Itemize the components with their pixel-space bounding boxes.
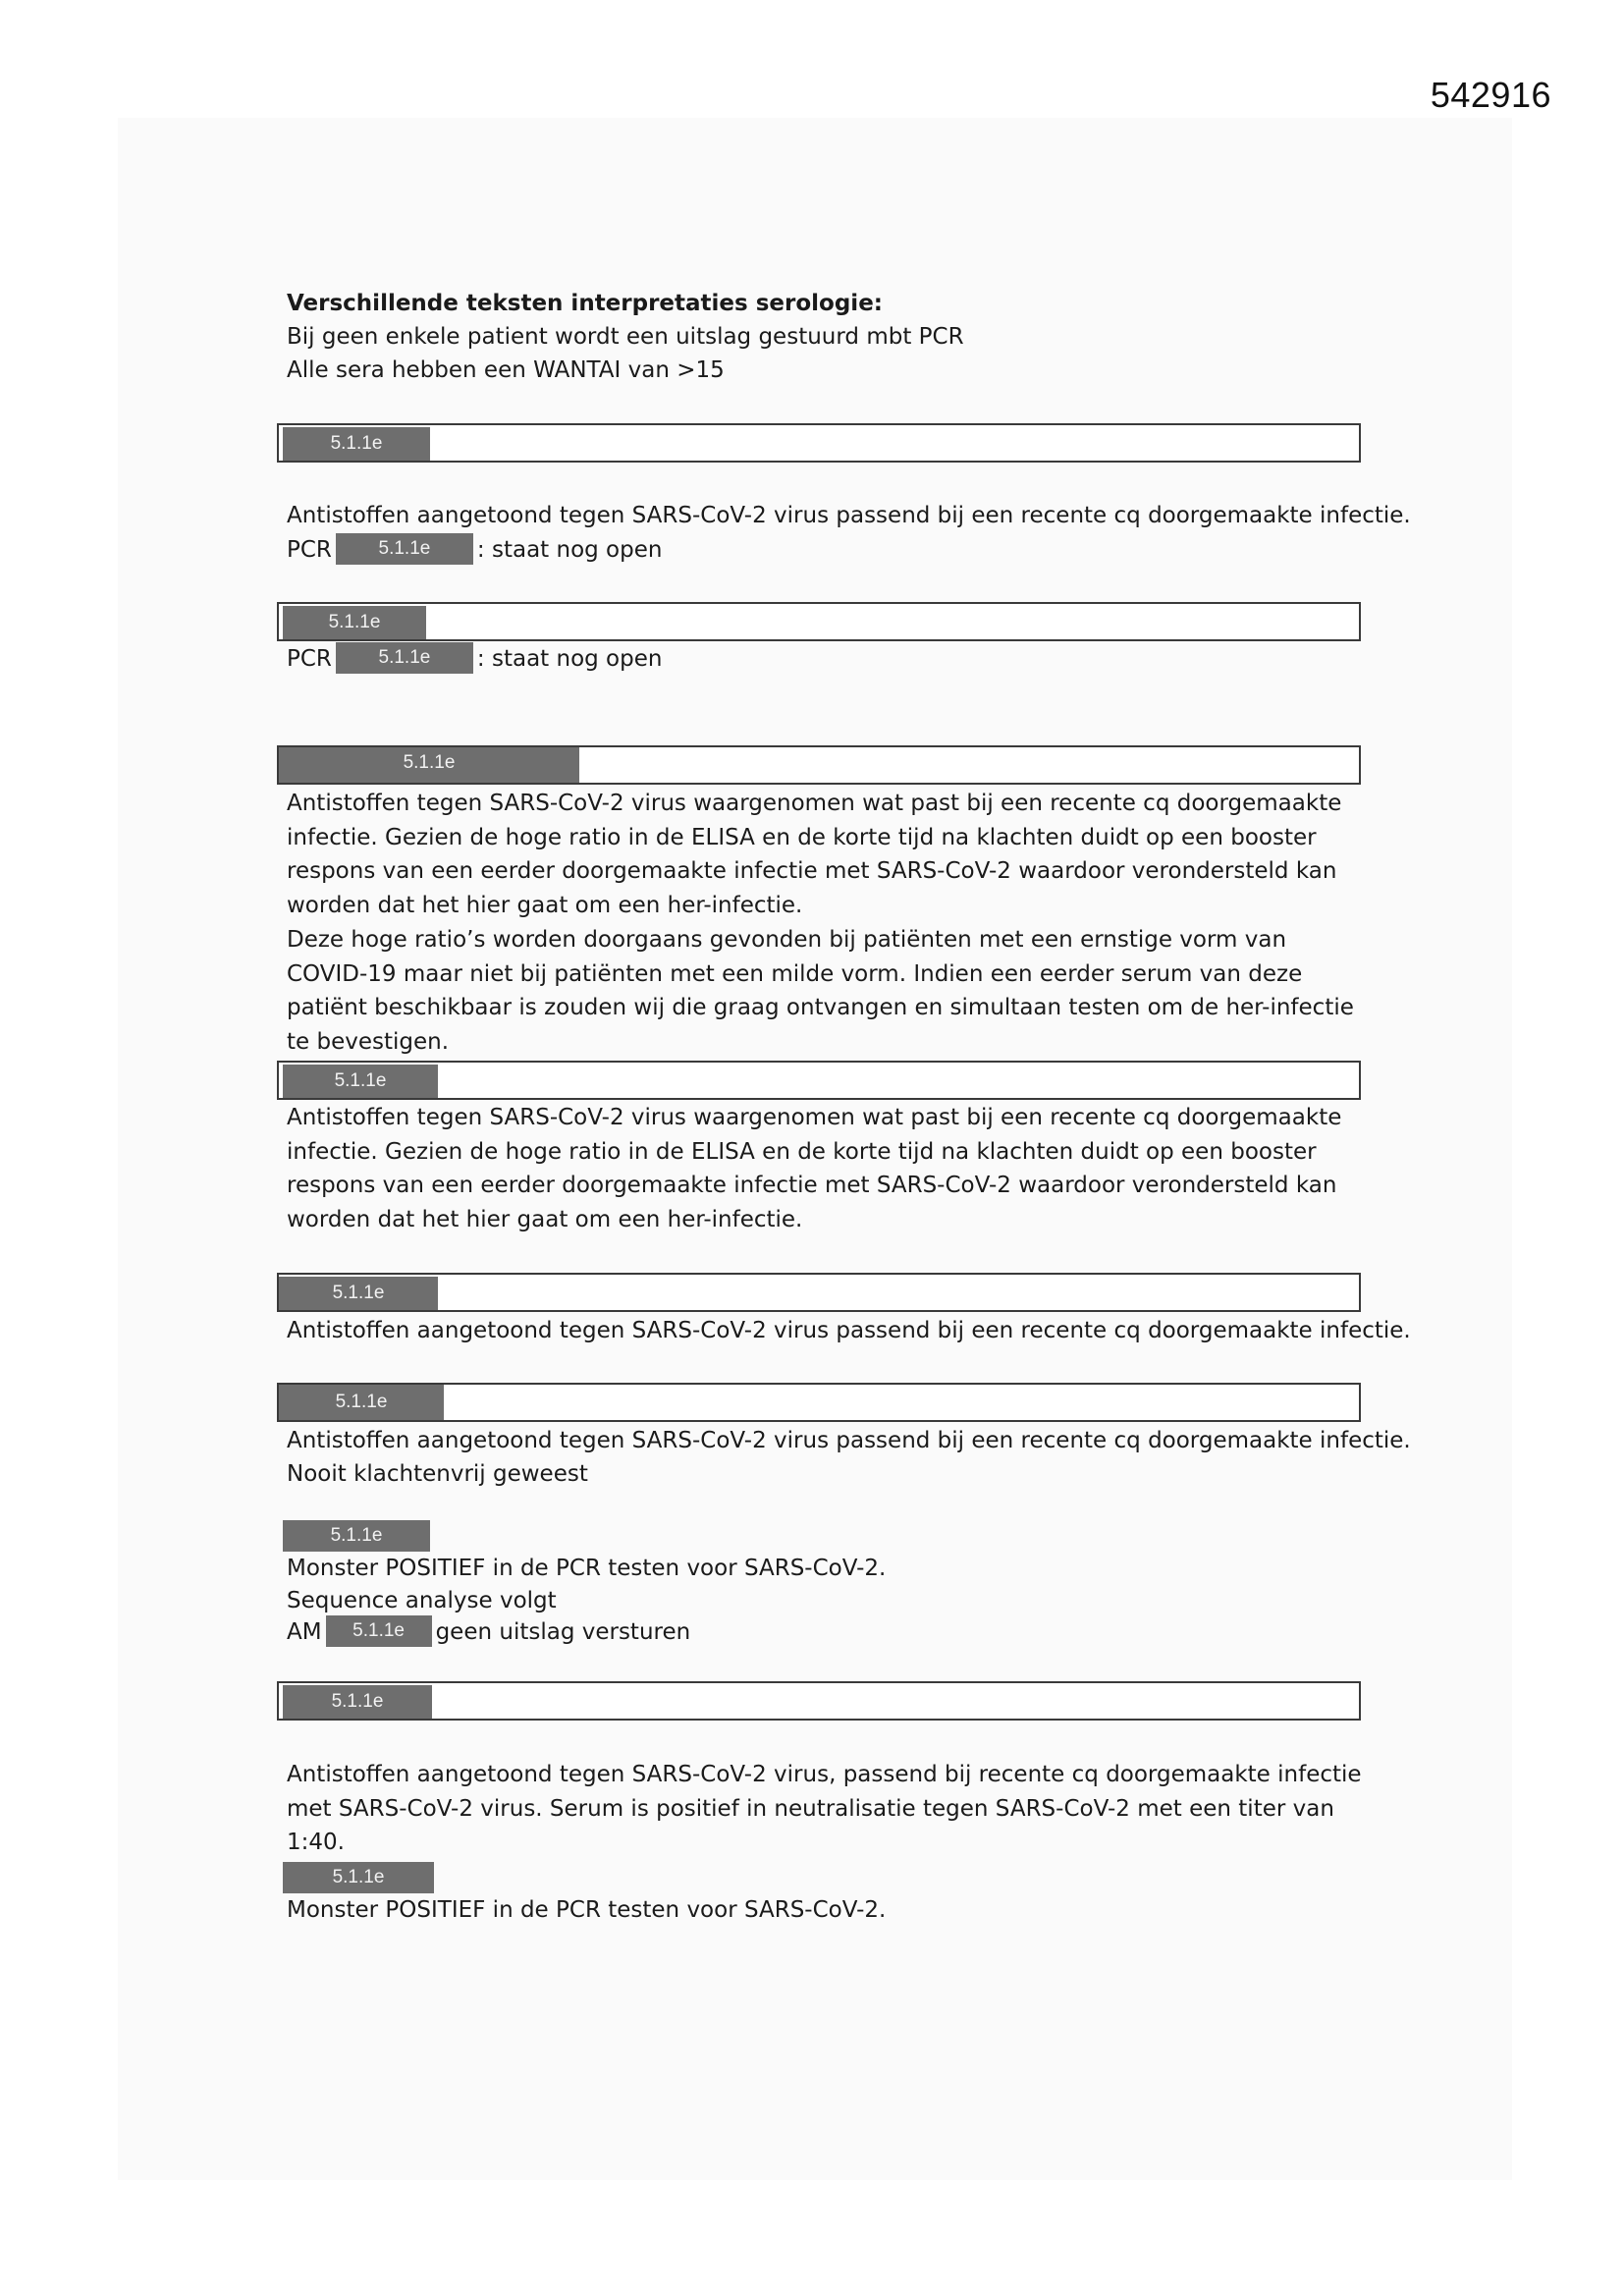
redacted-header-box <box>277 423 1361 463</box>
redaction-label: 5.1.1e <box>279 1385 444 1420</box>
block9-text: Monster POSITIEF in de PCR testen voor SARS-CoV-2. <box>287 1897 887 1923</box>
redacted-header-box <box>277 745 1361 785</box>
block2-pcr-line <box>287 642 662 677</box>
header-line-1: Bij geen enkele patient wordt een uitslag gestuurd mbt PCR <box>287 324 964 350</box>
pcr-prefix: PCR <box>287 537 332 563</box>
block7-line-1: Monster POSITIEF in de PCR testen voor SARS-CoV-2. <box>287 1556 887 1581</box>
redaction-label: 5.1.1e <box>283 1520 430 1552</box>
redacted-header-box <box>277 1061 1361 1100</box>
pcr-suffix: : staat nog open <box>476 646 663 672</box>
redaction-label: 5.1.1e <box>336 533 473 565</box>
block6-line-2: Nooit klachtenvrij geweest <box>287 1461 588 1487</box>
am-suffix: geen uitslag versturen <box>435 1619 691 1645</box>
header-line-2: Alle sera hebben een WANTAI van >15 <box>287 357 725 383</box>
block1-text: Antistoffen aangetoond tegen SARS-CoV-2 virus passend bij een recente cq doorgemaakte infectie. <box>287 503 1411 528</box>
am-prefix: AM <box>287 1619 322 1645</box>
redaction-label: 5.1.1e <box>283 1685 432 1719</box>
block7-am-line <box>287 1615 690 1650</box>
redaction-label: 5.1.1e <box>283 427 430 461</box>
redacted-header-box <box>277 1273 1361 1312</box>
block3-text: Antistoffen tegen SARS-CoV-2 virus waargenomen wat past bij een recente cq doorgemaakte infectie. Gezien de hoge ratio in de ELISA en de korte tijd na klachten duidt op een booster respons van een eerder doorgemaakte infectie met SARS-CoV-2 waardoor verondersteld kan worden dat het hier gaat om een her-infectie. <box>287 791 1342 918</box>
redacted-header-box <box>277 1383 1361 1422</box>
block8-text: Antistoffen aangetoond tegen SARS-CoV-2 virus, passend bij recente cq doorgemaakte infectie met SARS-CoV-2 virus. Serum is positief in neutralisatie tegen SARS-CoV-2 met een titer van 1:40. <box>287 1762 1362 1855</box>
block6-text: Antistoffen aangetoond tegen SARS-CoV-2 virus passend bij een recente cq doorgemaakte infectie. <box>287 1428 1411 1453</box>
redacted-header-box <box>277 1681 1361 1721</box>
redaction-label: 5.1.1e <box>279 747 579 783</box>
redaction-label: 5.1.1e <box>326 1615 432 1647</box>
redaction-label: 5.1.1e <box>336 642 473 674</box>
pcr-suffix: : staat nog open <box>476 537 663 563</box>
block3-text-2: Deze hoge ratio’s worden doorgaans gevonden bij patiënten met een ernstige vorm van COVID-19 maar niet bij patiënten met een milde vorm. Indien een eerder serum van deze patiënt beschikbaar is zouden wij die graag ontvangen en simultaan testen om de her-infectie te bevestigen. <box>287 927 1354 1055</box>
redaction-label: 5.1.1e <box>279 1277 438 1310</box>
redacted-header-box <box>277 602 1361 641</box>
redaction-label: 5.1.1e <box>283 1065 438 1098</box>
document-title: Verschillende teksten interpretaties serologie: <box>287 291 883 316</box>
redaction-label: 5.1.1e <box>283 606 426 639</box>
block7-line-2: Sequence analyse volgt <box>287 1588 557 1613</box>
redaction-label: 5.1.1e <box>283 1862 434 1893</box>
pcr-prefix: PCR <box>287 646 332 672</box>
block1-pcr-line <box>287 533 662 568</box>
block4-text: Antistoffen tegen SARS-CoV-2 virus waargenomen wat past bij een recente cq doorgemaakte infectie. Gezien de hoge ratio in de ELISA en de korte tijd na klachten duidt op een booster respons van een eerder doorgemaakte infectie met SARS-CoV-2 waardoor verondersteld kan worden dat het hier gaat om een her-infectie. <box>287 1105 1342 1232</box>
block5-text: Antistoffen aangetoond tegen SARS-CoV-2 virus passend bij een recente cq doorgemaakte infectie. <box>287 1318 1411 1343</box>
document-number: 542916 <box>1430 75 1551 115</box>
